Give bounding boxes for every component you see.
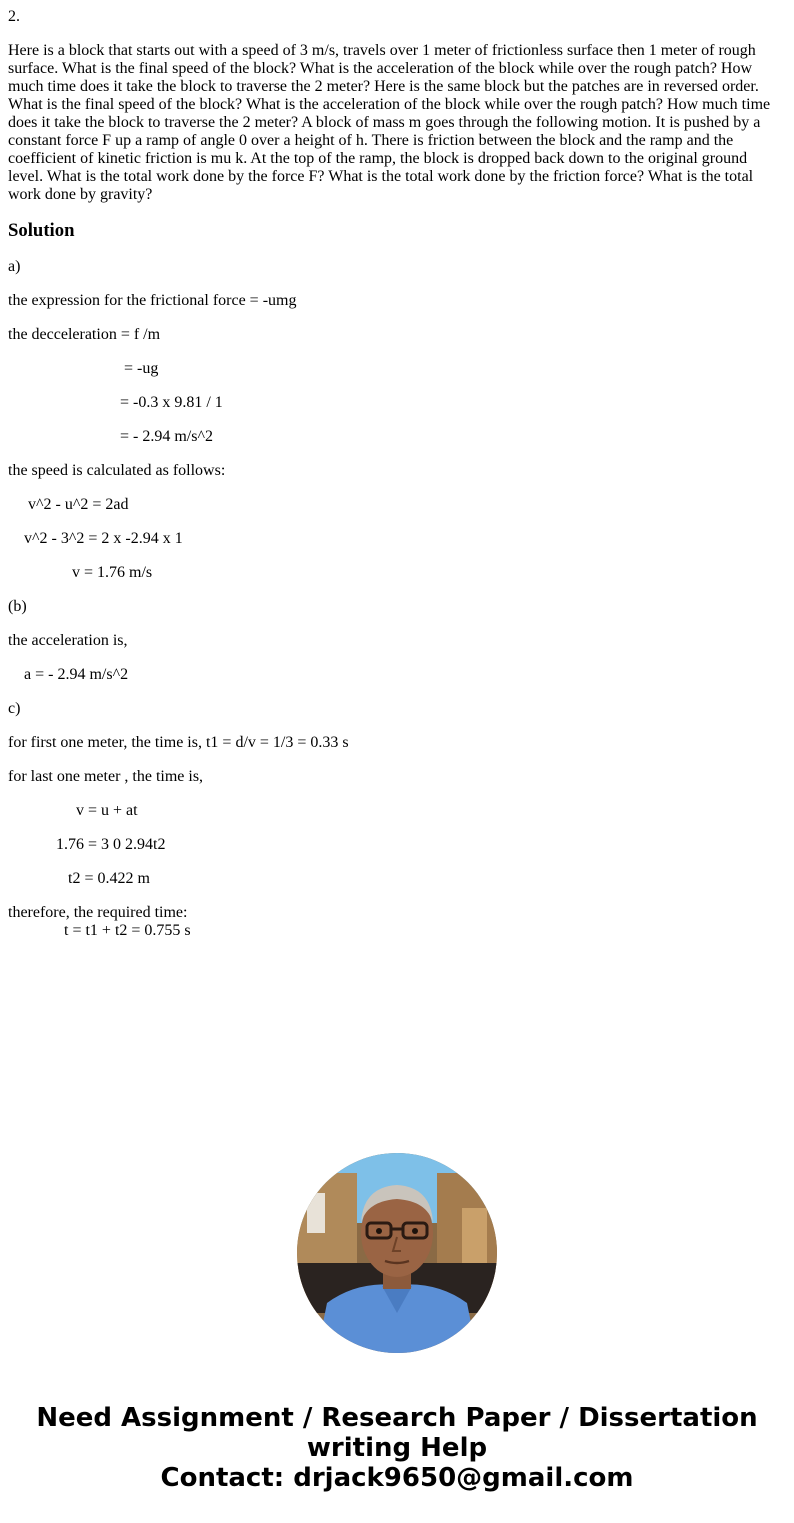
solution-line: = -ug — [8, 360, 159, 377]
solution-line: a = - 2.94 m/s^2 — [8, 666, 129, 683]
solution-line: for first one meter, the time is, t1 = d/v = 1/3 = 0.33 s — [8, 734, 349, 751]
promo-line-2: writing Help — [306, 1433, 488, 1463]
solution-line: v = 1.76 m/s — [8, 564, 153, 581]
solution-line: v = u + at — [8, 802, 138, 819]
solution-line: v^2 - u^2 = 2ad — [8, 496, 129, 513]
solution-line: the speed is calculated as follows: — [8, 462, 226, 479]
solution-line: the decceleration = f /m — [8, 326, 161, 343]
solution-line: v^2 - 3^2 = 2 x -2.94 x 1 — [8, 530, 183, 547]
question-text: Here is a block that starts out with a speed of 3 m/s, travels over 1 meter of frictionless surface then 1 meter of rough surface. What is the final speed of the block? What is the acceleration of the block while over the rough patch? How much time does it take the block to traverse the 2 meter? Here is the same block but the patches are in reversed order. What is the final speed of the block? What is the acceleration of the block while over the rough patch? How much time does it take the block to traverse the 2 meter? A block of mass m goes through the following motion. It is pushed by a constant force F up a ramp of angle 0 over a height of h. There is friction between the block and the ramp and the coefficient of kinetic friction is mu k. At the top of the ramp, the block is dropped back down to the original ground level. What is the total work done by the force F? What is the total work done by the friction force? What is the total work done by gravity? — [8, 42, 771, 203]
solution-line: t2 = 0.422 m — [8, 870, 150, 887]
solution-heading: Solution — [8, 220, 75, 241]
promo-contact-email: Contact: drjack9650@gmail.com — [160, 1463, 634, 1493]
solution-body — [8, 258, 786, 940]
solution-line: = - 2.94 m/s^2 — [8, 428, 213, 445]
solution-line: therefore, the required time: — [8, 904, 188, 921]
solution-line: the acceleration is, — [8, 632, 128, 649]
question-number: 2. — [8, 8, 20, 25]
solution-line: c) — [8, 700, 21, 717]
solution-line: = -0.3 x 9.81 / 1 — [8, 394, 223, 411]
solution-line: for last one meter , the time is, — [8, 768, 204, 785]
tutor-avatar — [297, 1153, 497, 1353]
solution-line: a) — [8, 258, 21, 275]
solution-line: t = t1 + t2 = 0.755 s — [8, 922, 191, 939]
promo-line-1: Need Assignment / Research Paper / Dissertation — [36, 1403, 758, 1433]
solution-line: (b) — [8, 598, 27, 615]
promo-banner — [0, 1403, 794, 1493]
solution-line: the expression for the frictional force = -umg — [8, 292, 297, 309]
solution-line: 1.76 = 3 0 2.94t2 — [8, 836, 166, 853]
tutor-portrait-icon — [297, 1153, 497, 1353]
